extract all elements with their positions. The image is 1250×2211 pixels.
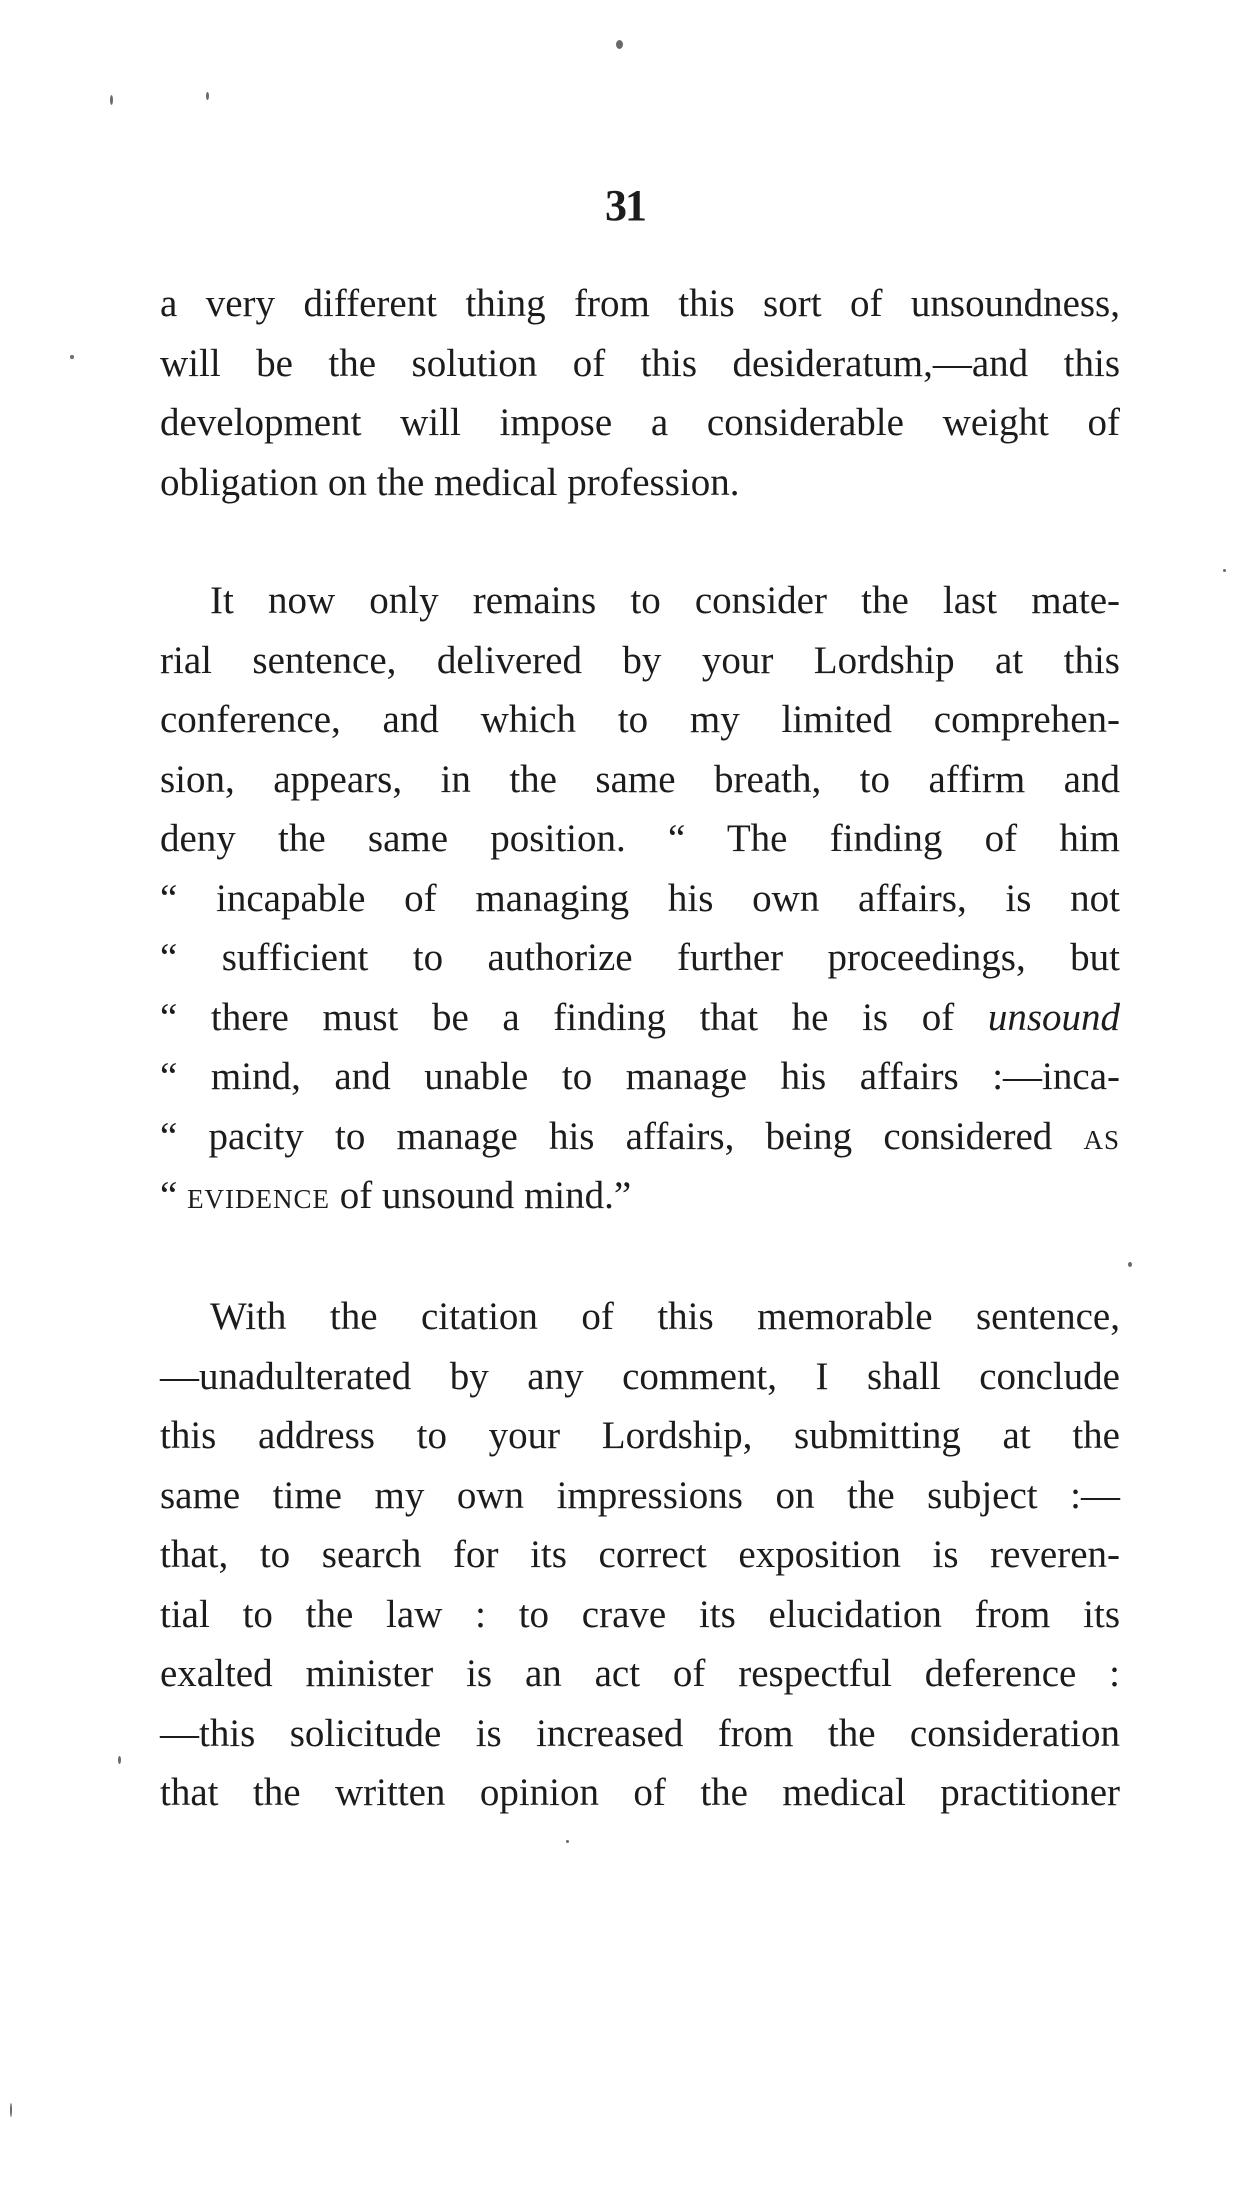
text-line: tial to the law : to crave its elucidation from its bbox=[160, 1592, 1120, 1636]
text-line: same time my own impressions on the subject :— bbox=[160, 1473, 1120, 1517]
text-line bbox=[160, 1107, 1120, 1167]
text-segment: “ bbox=[160, 1174, 178, 1217]
text-line bbox=[160, 988, 1120, 1048]
text-line: It now only remains to consider the last mate- bbox=[210, 579, 1120, 622]
text-line: exalted minister is an act of respectful deference : bbox=[160, 1652, 1120, 1695]
text-line: rial sentence, delivered by your Lordship at this bbox=[160, 638, 1120, 682]
text-line: that the written opinion of the medical practitioner bbox=[160, 1771, 1120, 1814]
ink-speck bbox=[566, 1840, 569, 1843]
ink-speck bbox=[118, 1756, 121, 1764]
text-line: “ mind, and unable to manage his affairs :—inca- bbox=[160, 1055, 1120, 1098]
text-segment: “ pacity to manage his affairs, being considered bbox=[160, 1114, 1053, 1158]
page-number: 31 bbox=[605, 181, 645, 230]
paragraph-1 bbox=[160, 274, 1120, 512]
text-line: a very different thing from this sort of unsoundness, bbox=[160, 282, 1120, 325]
text-line: —unadulterated by any comment, I shall conclude bbox=[160, 1354, 1120, 1398]
ink-speck bbox=[10, 2103, 12, 2117]
ink-speck bbox=[616, 40, 623, 49]
text-line: “ sufficient to authorize further proceedings, but bbox=[160, 936, 1120, 979]
ink-speck bbox=[110, 95, 113, 105]
ink-speck bbox=[206, 92, 209, 100]
smallcaps-word: as bbox=[1083, 1114, 1121, 1158]
text-line: sion, appears, in the same breath, to affirm and bbox=[160, 757, 1120, 801]
text-line: deny the same position. “ The finding of him bbox=[160, 817, 1120, 860]
text-line: conference, and which to my limited comprehen- bbox=[160, 698, 1120, 741]
text-line: With the citation of this memorable sentence, bbox=[210, 1295, 1120, 1338]
ink-speck bbox=[70, 355, 74, 359]
ink-speck bbox=[1223, 569, 1226, 572]
text-line: development will impose a considerable weight of bbox=[160, 401, 1120, 444]
text-line: “ incapable of managing his own affairs, is not bbox=[160, 876, 1120, 920]
text-line bbox=[160, 1166, 1120, 1226]
paragraph-3 bbox=[160, 1287, 1120, 1823]
text-segment: of unsound mind.” bbox=[339, 1174, 632, 1217]
text-line: that, to search for its correct exposition is reveren- bbox=[160, 1533, 1120, 1576]
text-line: obligation on the medical profession. bbox=[160, 460, 740, 504]
text-line: will be the solution of this desideratum,—and this bbox=[160, 341, 1120, 385]
emphasized-word: unsound bbox=[987, 995, 1121, 1039]
ink-speck bbox=[1128, 1262, 1132, 1267]
text-line: —this solicitude is increased from the consideration bbox=[160, 1711, 1120, 1755]
text-line: this address to your Lordship, submitting at the bbox=[160, 1414, 1120, 1457]
text-segment: “ there must be a finding that he is of bbox=[160, 995, 955, 1039]
smallcaps-word: evidence bbox=[187, 1174, 331, 1217]
paragraph-2 bbox=[160, 571, 1120, 1226]
